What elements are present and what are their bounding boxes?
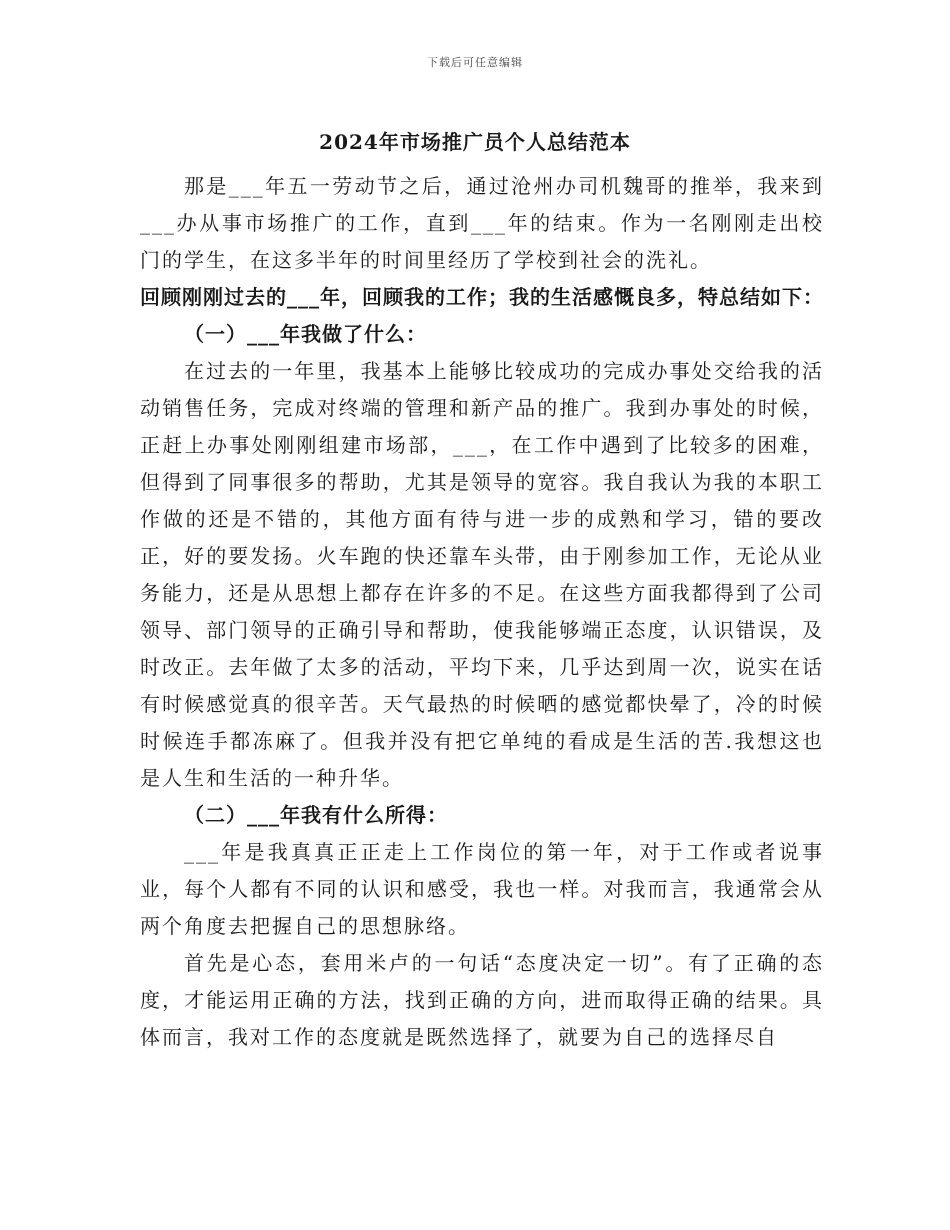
document-body xyxy=(140,168,824,1056)
document-title: 2024年市场推广员个人总结范本 xyxy=(319,130,631,154)
page-header-note: 下载后可任意编辑 xyxy=(427,56,523,69)
section-heading-1: （一）___年我做了什么： xyxy=(184,322,427,346)
paragraph-attitude: 首先是心态，套用米卢的一句话“态度决定一切”。有了正确的态度，才能运用正确的方法，找到正确的方向，进而取得正确的结果。具体而言，我对工作的态度就是既然选择了，就要为自己的选择尽自 xyxy=(140,951,824,1049)
paragraph-work-done: 在过去的一年里，我基本上能够比较成功的完成办事处交给我的活动销售任务，完成对终端的管理和新产品的推广。我到办事处的时候，正赶上办事处刚刚组建市场部，___，在工作中遇到了比较多的困难，但得到了同事很多的帮助，尤其是领导的宽容。我自我认为我的本职工作做的还是不错的，其他方面有待与进一步的成熟和学习，错的要改正，好的要发扬。火车跑的快还靠车头带，由于刚参加工作，无论从业务能力，还是从思想上都存在许多的不足。在这些方面我都得到了公司领导、部门领导的正确引导和帮助，使我能够端正态度，认识错误，及时改正。去年做了太多的活动，平均下来，几乎达到周一次，说实在话有时候感觉真的很辛苦。天气最热的时候晒的感觉都快晕了，冷的时候时候连手都冻麻了。但我并没有把它单纯的看成是生活的苦.我想这也是人生和生活的一种升华。 xyxy=(140,359,824,790)
paragraph-first-year: ___年是我真真正正走上工作岗位的第一年，对于工作或者说事业，每个人都有不同的认识和感受，我也一样。对我而言，我通常会从两个角度去把握自己的思想脉络。 xyxy=(140,840,824,938)
paragraph-review-summary: 回顾刚刚过去的___年，回顾我的工作；我的生活感慨良多，特总结如下： xyxy=(140,285,824,309)
section-heading-2: （二）___年我有什么所得： xyxy=(184,803,448,827)
paragraph-intro: 那是___年五一劳动节之后，通过沧州办司机魏哥的推举，我来到___办从事市场推广的工作，直到___年的结束。作为一名刚刚走出校门的学生，在这多半年的时间里经历了学校到社会的洗礼。 xyxy=(140,174,824,272)
